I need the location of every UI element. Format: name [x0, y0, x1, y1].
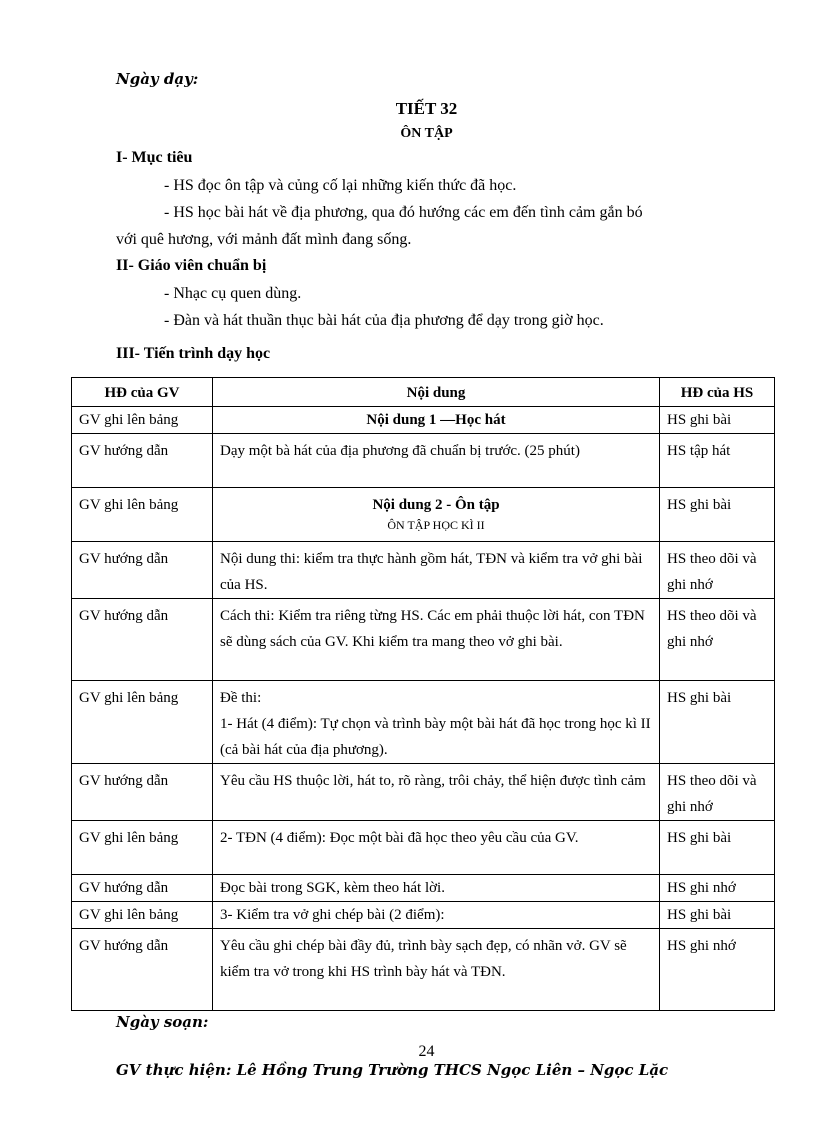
header-gv: HĐ của GV — [72, 378, 213, 407]
hs-cell: HS ghi bài — [660, 407, 775, 434]
table-row — [72, 929, 775, 1011]
content-line: Đề thi: — [220, 690, 262, 706]
teacher-line: GV thực hiện: Lê Hồng Trung Trường THCS Ngọc Liên – Ngọc Lặc — [116, 1061, 669, 1079]
lesson-number: TIẾT 32 — [395, 99, 458, 118]
gv-cell: GV ghi lên bảng — [72, 681, 213, 764]
lesson-plan-table — [71, 377, 775, 1011]
objectives-heading: I- Mục tiêu — [116, 149, 193, 166]
table-row — [72, 764, 775, 821]
gv-cell: GV hướng dẫn — [72, 599, 213, 681]
objective-line-3: với quê hương, với mảnh đất mình đang sống. — [116, 231, 412, 248]
gv-cell: GV hướng dẫn — [72, 764, 213, 821]
content-cell: Nội dung thi: kiểm tra thực hành gồm hát, TĐN và kiểm tra vở ghi bài của HS. — [213, 542, 660, 599]
table-row — [72, 821, 775, 875]
preparation-line-1: - Nhạc cụ quen dùng. — [164, 285, 302, 302]
hs-cell: HS ghi nhớ — [660, 875, 775, 902]
gv-cell: GV ghi lên bảng — [72, 488, 213, 542]
table-row — [72, 542, 775, 599]
content-cell — [213, 681, 660, 764]
date-label: Ngày dạy: — [116, 70, 199, 88]
content-cell: Yêu cầu ghi chép bài đầy đủ, trình bày sạch đẹp, có nhãn vở. GV sẽ kiểm tra vở trong khi HS trình bày hát và TĐN. — [213, 929, 660, 1011]
content-cell: 3- Kiểm tra vở ghi chép bài (2 điểm): — [213, 902, 660, 929]
procedure-heading: III- Tiến trình dạy học — [116, 345, 271, 362]
content-cell — [213, 488, 660, 542]
prep-date-label: Ngày soạn: — [116, 1013, 209, 1031]
table-row — [72, 599, 775, 681]
table-header-row — [72, 378, 775, 407]
content-cell: 2- TĐN (4 điểm): Đọc một bài đã học theo yêu cầu của GV. — [213, 821, 660, 875]
gv-cell: GV hướng dẫn — [72, 929, 213, 1011]
preparation-heading: II- Giáo viên chuẩn bị — [116, 257, 267, 274]
table-row — [72, 902, 775, 929]
table-row — [72, 875, 775, 902]
gv-cell: GV ghi lên bảng — [72, 821, 213, 875]
content-line: 1- Hát (4 điểm): Tự chọn và trình bày một bài hát đã học trong học kì II (cả bài hát của địa phương). — [220, 716, 651, 758]
hs-cell: HS theo dõi và ghi nhớ — [660, 542, 775, 599]
table-row — [72, 681, 775, 764]
objective-line-1: - HS đọc ôn tập và củng cố lại những kiến thức đã học. — [164, 177, 517, 194]
content-cell: Dạy một bà hát của địa phương đã chuẩn bị trước. (25 phút) — [213, 434, 660, 488]
hs-cell: HS theo dõi và ghi nhớ — [660, 764, 775, 821]
page-number: 24 — [418, 1043, 435, 1060]
gv-cell: GV ghi lên bảng — [72, 902, 213, 929]
table-row — [72, 434, 775, 488]
hs-cell: HS ghi bài — [660, 681, 775, 764]
content-cell: Cách thi: Kiểm tra riêng từng HS. Các em phải thuộc lời hát, con TĐN sẽ dùng sách của GV. Khi kiểm tra mang theo vở ghi bài. — [213, 599, 660, 681]
objective-line-2: - HS học bài hát về địa phương, qua đó hướng các em đến tình cảm gắn bó — [164, 204, 643, 221]
hs-cell: HS ghi bài — [660, 821, 775, 875]
hs-cell: HS ghi bài — [660, 902, 775, 929]
gv-cell: GV hướng dẫn — [72, 542, 213, 599]
content-cell: Nội dung 1 —Học hát — [213, 407, 660, 434]
gv-cell: GV ghi lên bảng — [72, 407, 213, 434]
hs-cell: HS ghi nhớ — [660, 929, 775, 1011]
hs-cell: HS theo dõi và ghi nhớ — [660, 599, 775, 681]
table-row — [72, 488, 775, 542]
content-cell: Đọc bài trong SGK, kèm theo hát lời. — [213, 875, 660, 902]
header-content: Nội dung — [213, 378, 660, 407]
content-cell: Yêu cầu HS thuộc lời, hát to, rõ ràng, trôi chảy, thể hiện được tình cảm — [213, 764, 660, 821]
gv-cell: GV hướng dẫn — [72, 434, 213, 488]
lesson-title: ÔN TẬP — [400, 126, 453, 141]
content-heading: Nội dung 2 - Ôn tập — [372, 497, 500, 513]
hs-cell: HS tập hát — [660, 434, 775, 488]
gv-cell: GV hướng dẫn — [72, 875, 213, 902]
preparation-line-2: - Đàn và hát thuần thục bài hát của địa phương để dạy trong giờ học. — [164, 312, 604, 329]
hs-cell: HS ghi bài — [660, 488, 775, 542]
content-subheading: ÔN TẬP HỌC KÌ II — [387, 518, 485, 532]
table-row — [72, 407, 775, 434]
header-hs: HĐ của HS — [660, 378, 775, 407]
